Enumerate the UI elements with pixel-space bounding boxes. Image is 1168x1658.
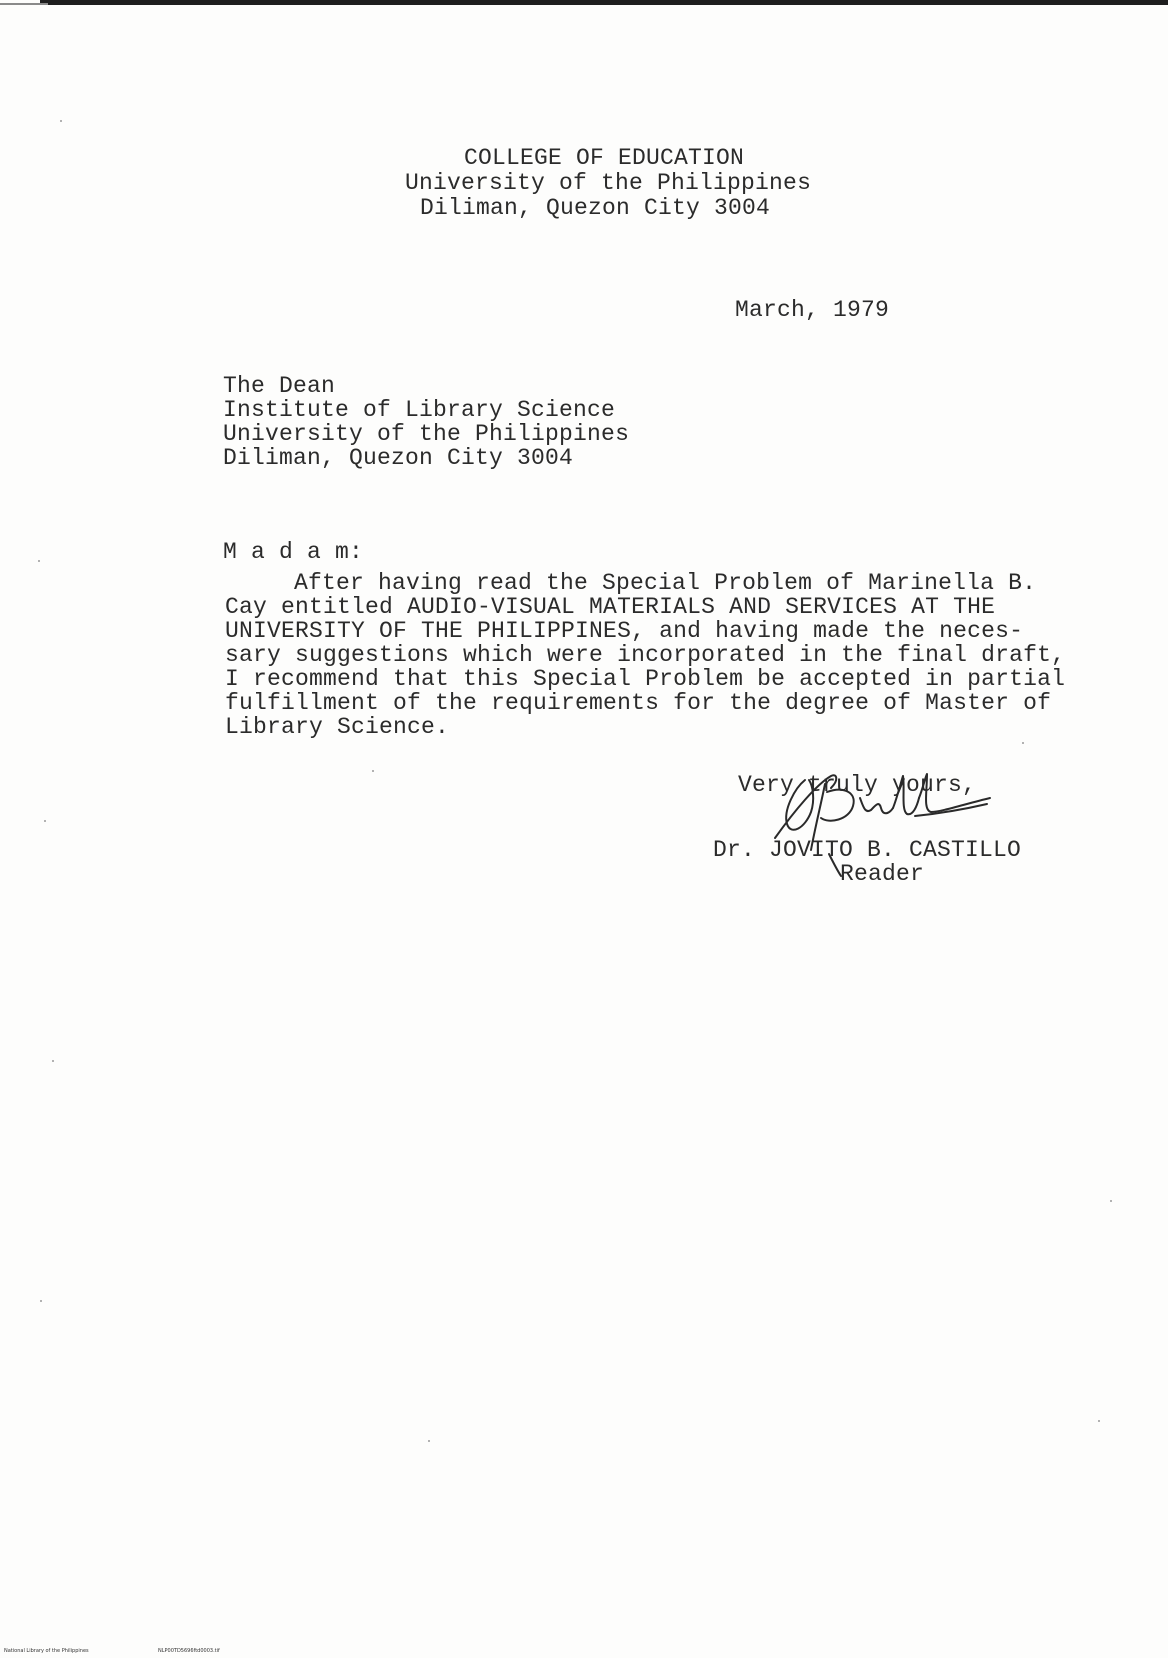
scan-speck (52, 1060, 54, 1062)
recipient-university: University of the Philippines (223, 421, 630, 447)
footer-source: National Library of the Philippines (4, 1648, 89, 1654)
scan-speck (1022, 742, 1024, 744)
body-line: Cay entitled AUDIO-VISUAL MATERIALS AND SERVICES AT THE (225, 594, 996, 620)
body-line: sary suggestions which were incorporated in the final draft, (225, 642, 1066, 668)
recipient-title: The Dean (223, 373, 336, 399)
scan-top-border-left (0, 3, 48, 5)
scan-speck (1098, 1420, 1100, 1422)
closing: Very truly yours, (738, 772, 977, 798)
body-line: After having read the Special Problem of Marinella B. (294, 570, 1037, 596)
body-line: fulfillment of the requirements for the degree of Master of (225, 690, 1052, 716)
scan-speck (38, 560, 40, 562)
recipient-institute: Institute of Library Science (223, 397, 616, 423)
scan-speck (40, 1300, 42, 1302)
letterhead-address: Diliman, Quezon City 3004 (420, 195, 771, 221)
salutation: M a d a m: (223, 539, 364, 565)
scan-speck (1110, 1200, 1112, 1202)
letterhead-university: University of the Philippines (405, 170, 812, 196)
body-line: UNIVERSITY OF THE PHILIPPINES, and having made the neces- (225, 618, 1024, 644)
scan-top-border (40, 0, 1168, 5)
scan-speck (372, 770, 374, 772)
recipient-address: Diliman, Quezon City 3004 (223, 445, 574, 471)
scan-speck (60, 120, 62, 122)
body-line: I recommend that this Special Problem be accepted in partial (225, 666, 1066, 692)
signer-title: Reader (840, 861, 925, 887)
letterhead-college: COLLEGE OF EDUCATION (464, 145, 745, 171)
scan-speck (428, 1440, 430, 1442)
letter-date: March, 1979 (735, 297, 890, 323)
signer-name: Dr. JOVITO B. CASTILLO (713, 837, 1022, 863)
footer-file: NLP00TD5696ftd0003.tif (158, 1648, 220, 1654)
scan-speck (44, 820, 46, 822)
body-line: Library Science. (225, 714, 450, 740)
